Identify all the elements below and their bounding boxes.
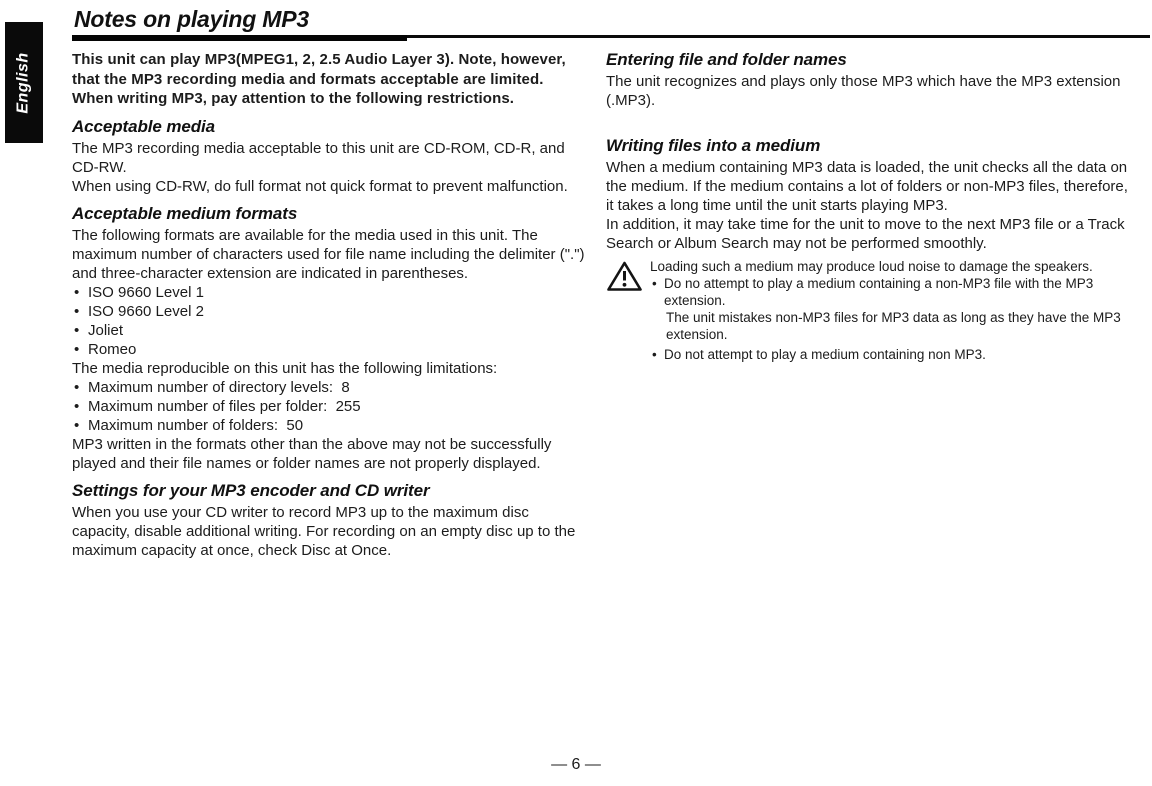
warning-text: Loading such a medium may produce loud noise to damage the speakers. xyxy=(650,259,1093,274)
page-content xyxy=(72,6,1150,560)
left-column xyxy=(72,50,588,560)
acceptable-media-paragraph-1: The MP3 recording media acceptable to this unit are CD-ROM, CD-R, and CD-RW. xyxy=(72,139,565,176)
limitation-list-item: • Maximum number of directory levels: 8 xyxy=(72,378,588,397)
format-list-item: • ISO 9660 Level 1 xyxy=(72,283,588,302)
warning-body xyxy=(650,258,1128,363)
section-heading-writing-files: Writing files into a medium xyxy=(606,136,821,155)
two-column-layout xyxy=(72,50,1150,560)
acceptable-media-paragraph-2: When using CD-RW, do full format not quick format to prevent malfunction. xyxy=(72,177,568,195)
language-tab-label: English xyxy=(15,51,32,114)
writing-files-paragraph-2: In addition, it may take time for the unit to move to the next MP3 file or a Track Search or Album Search may not be performed smoothly. xyxy=(606,216,1125,252)
limitation-list-item: • Maximum number of folders: 50 xyxy=(72,416,588,435)
warning-note xyxy=(606,258,1128,363)
page-number: — 6 — xyxy=(551,756,601,773)
medium-formats-paragraph-2: The media reproducible on this unit has the following limitations: xyxy=(72,359,498,377)
encoder-settings-paragraph: When you use your CD writer to record MP3 up to the maximum disc capacity, disable additional writing. For recording on an empty disc up to the maximum capacity at once, check Disc at Once. xyxy=(72,503,576,559)
limitation-list-item: • Maximum number of files per folder: 255 xyxy=(72,397,588,416)
section-heading-encoder-settings: Settings for your MP3 encoder and CD writer xyxy=(72,480,430,500)
section-heading-acceptable-medium-formats: Acceptable medium formats xyxy=(72,203,298,223)
format-list-item: • Joliet xyxy=(72,321,588,340)
warning-bullet-item xyxy=(650,275,1128,343)
warning-bullet-1-sub: The unit mistakes non-MP3 files for MP3 data as long as they have the MP3 extension. xyxy=(666,310,1121,342)
title-rule-thin-segment xyxy=(407,35,1150,38)
language-tab xyxy=(5,22,43,143)
medium-formats-paragraph-1: The following formats are available for the media used in this unit. The maximum number of characters used for file name including the delimiter (".") and three-character extension are indicated in parentheses. xyxy=(72,226,585,282)
warning-icon xyxy=(606,258,650,363)
warning-bullet-item: • Do not attempt to play a medium containing non MP3. xyxy=(650,346,1128,363)
format-list-item: • ISO 9660 Level 2 xyxy=(72,302,588,321)
section-heading-acceptable-media: Acceptable media xyxy=(72,116,215,136)
warning-bullet-list xyxy=(650,275,1128,363)
warning-bullet-1: • Do no attempt to play a medium containing a non-MP3 file with the MP3 extension. xyxy=(664,276,1094,308)
format-list xyxy=(72,283,588,359)
medium-formats-paragraph-3: MP3 written in the formats other than the above may not be successfully played and their file names or folder names are not properly displayed. xyxy=(72,435,552,472)
format-list-item: • Romeo xyxy=(72,340,588,359)
section-heading-entering-names: Entering file and folder names xyxy=(606,50,847,69)
entering-names-paragraph: The unit recognizes and plays only those MP3 which have the MP3 extension (.MP3). xyxy=(606,73,1121,109)
intro-paragraph: This unit can play MP3(MPEG1, 2, 2.5 Audio Layer 3). Note, however, that the MP3 recording media and formats acceptable are limited. When writing MP3, pay attention to the following restrictions. xyxy=(72,51,566,107)
title-rule xyxy=(72,35,1150,42)
title-rule-thick-segment xyxy=(72,35,407,41)
limitation-list xyxy=(72,378,588,435)
writing-files-paragraph-1: When a medium containing MP3 data is loaded, the unit checks all the data on the medium. If the medium contains a lot of folders or non-MP3 files, therefore, it takes a long time until the unit starts playing MP3. xyxy=(606,159,1128,214)
right-column xyxy=(606,50,1128,560)
page-title: Notes on playing MP3 xyxy=(74,6,309,32)
